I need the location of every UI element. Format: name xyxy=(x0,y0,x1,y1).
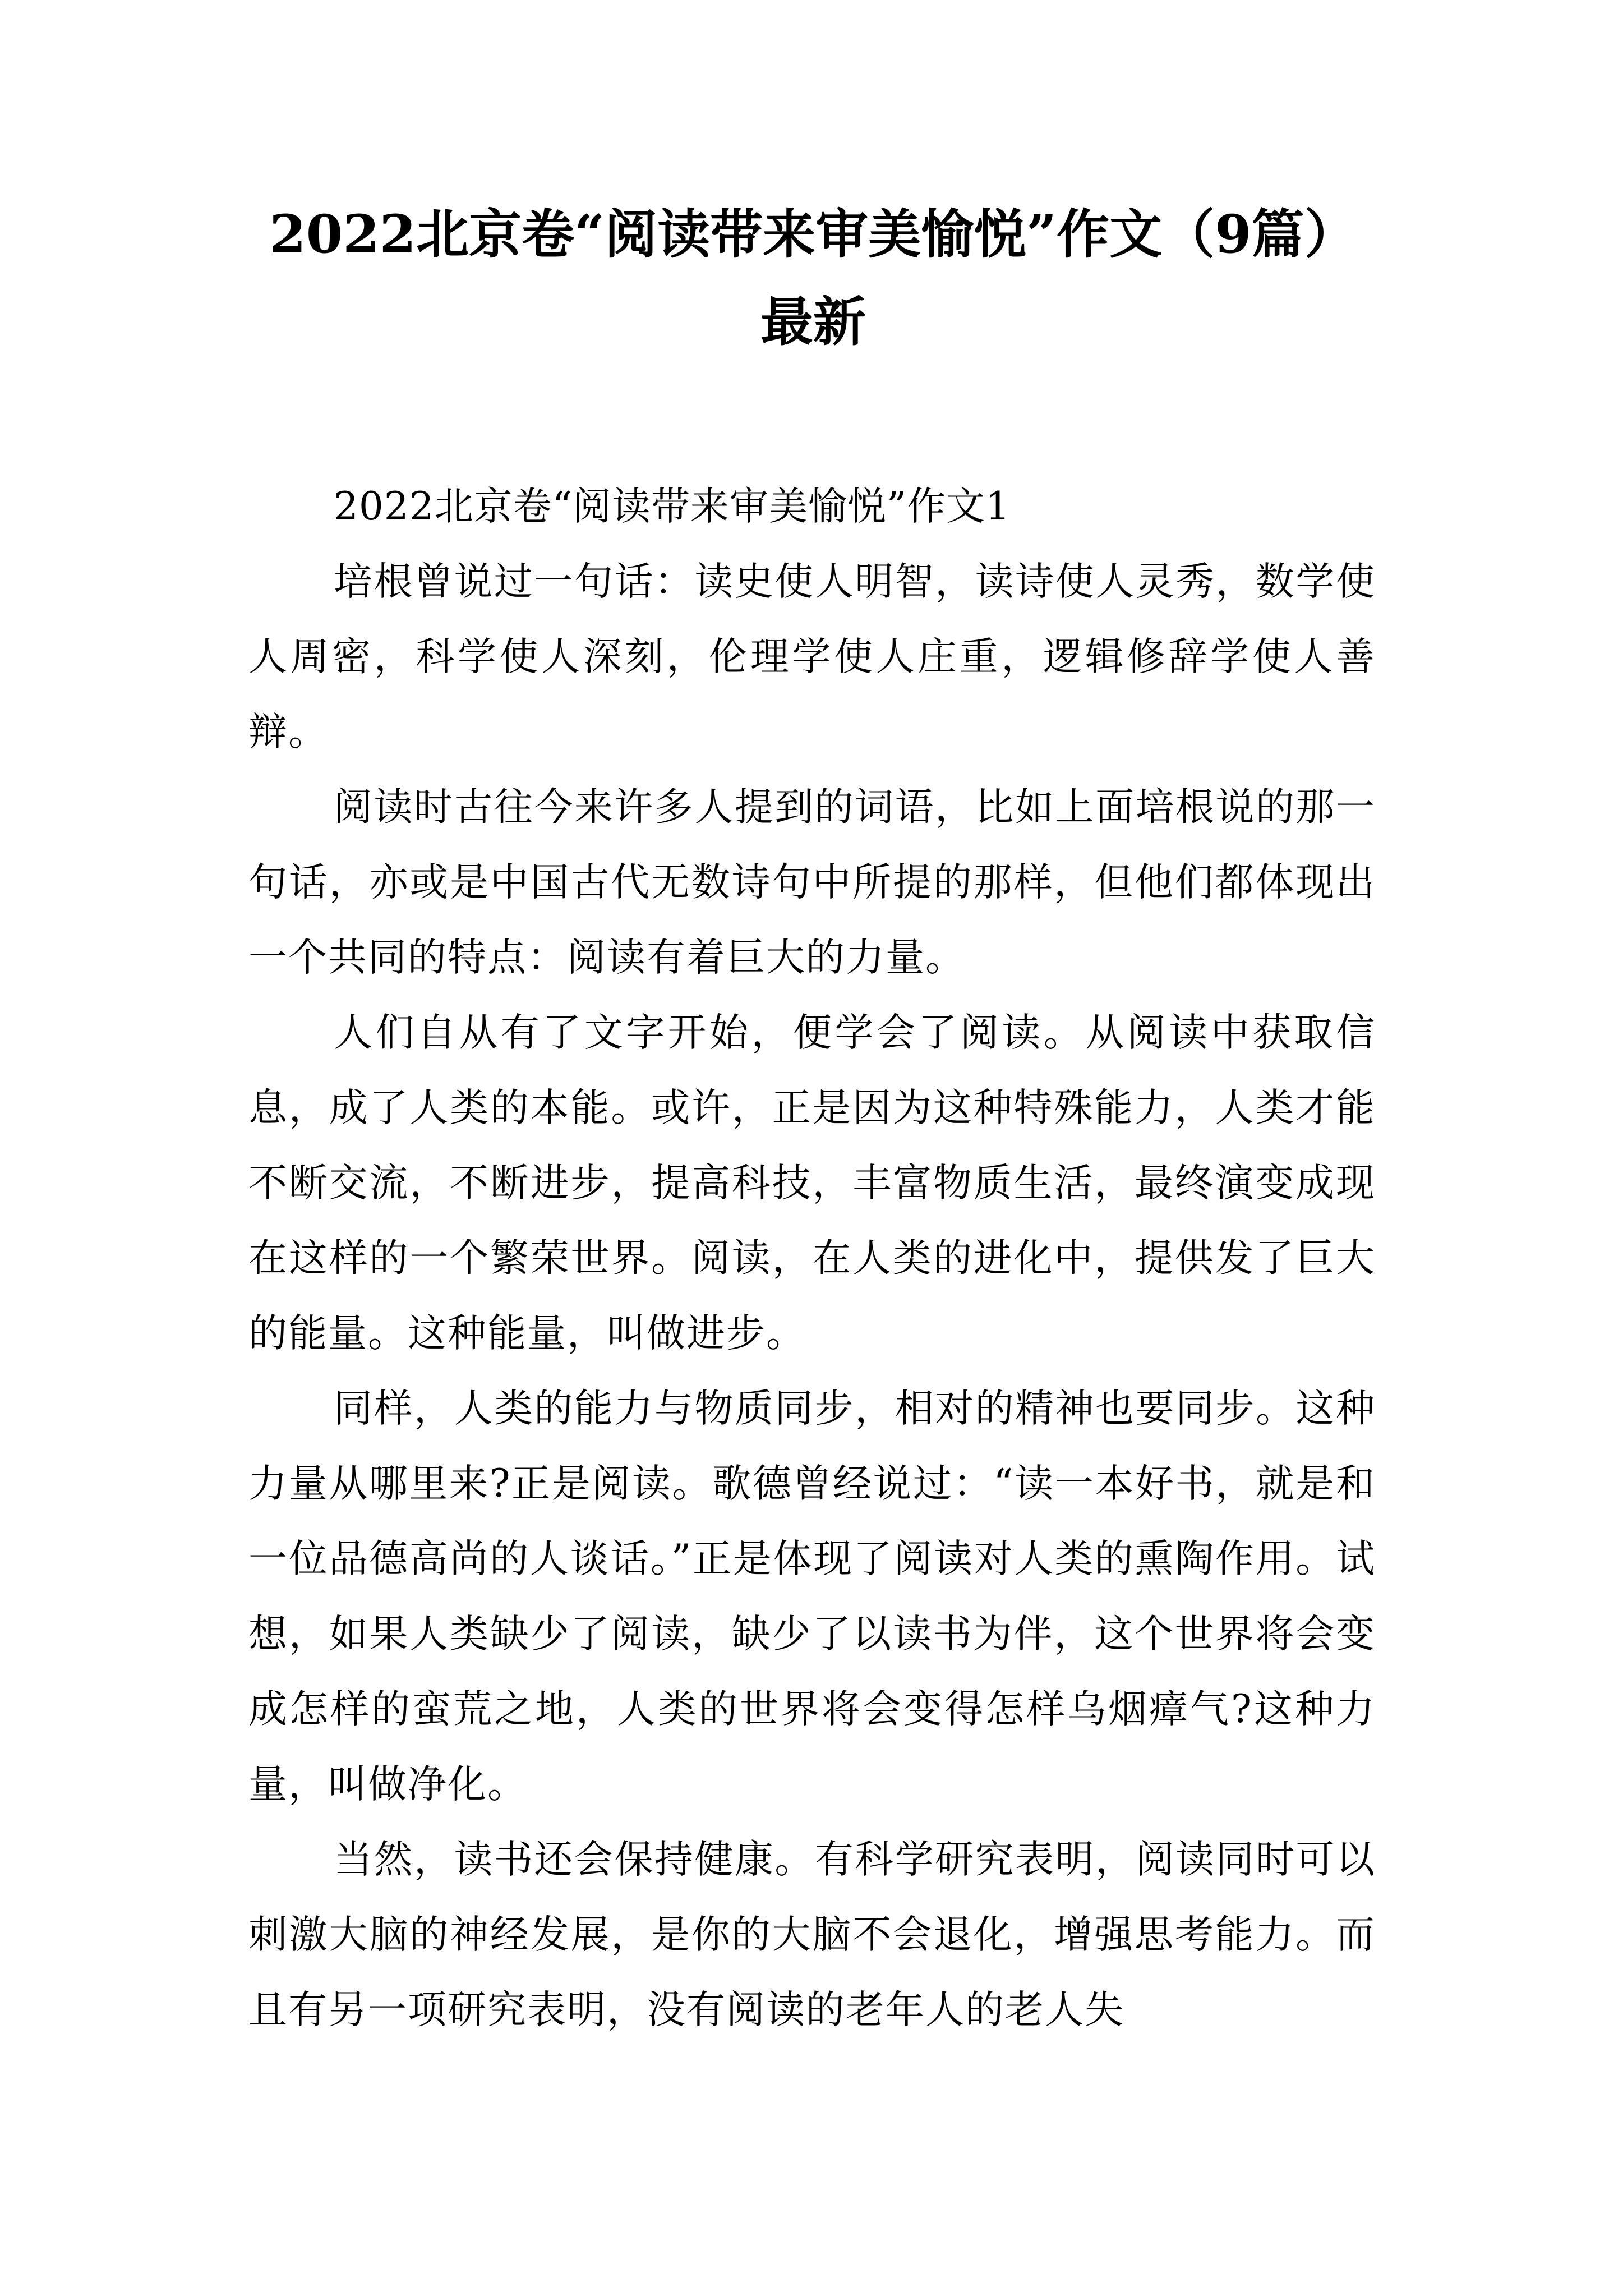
document-title: 2022北京卷“阅读带来审美愉悦”作文（9篇）最新 xyxy=(269,204,1357,353)
document-body xyxy=(248,469,1376,2047)
paragraph-3: 人们自从有了文字开始，便学会了阅读。从阅读中获取信息，成了人类的本能。或许，正是因为这种特殊能力，人类才能不断交流，不断进步，提高科技，丰富物质生活，最终演变成现在这样的一个繁荣世界。阅读，在人类的进化中，提供发了巨大的能量。这种能量，叫做进步。 xyxy=(248,1010,1376,1356)
paragraph-1: 培根曾说过一句话：读史使人明智，读诗使人灵秀，数学使人周密，科学使人深刻，伦理学使人庄重，逻辑修辞学使人善辩。 xyxy=(248,559,1376,754)
paragraph-5: 当然，读书还会保持健康。有科学研究表明，阅读同时可以刺激大脑的神经发展，是你的大脑不会退化，增强思考能力。而且有另一项研究表明，没有阅读的老年人的老人失 xyxy=(248,1837,1376,2032)
paragraph-2: 阅读时古往今来许多人提到的词语，比如上面培根说的那一句话，亦或是中国古代无数诗句中所提的那样，但他们都体现出一个共同的特点：阅读有着巨大的力量。 xyxy=(248,785,1376,980)
essay-subheading: 2022北京卷“阅读带来审美愉悦”作文1 xyxy=(334,484,1011,529)
paragraph-4: 同样，人类的能力与物质同步，相对的精神也要同步。这种力量从哪里来?正是阅读。歌德曾经说过：“读一本好书，就是和一位品德高尚的人谈话。”正是体现了阅读对人类的熏陶作用。试想，如果人类缺少了阅读，缺少了以读书为伴，这个世界将会变成怎样的蛮荒之地，人类的世界将会变得怎样乌烟瘴气?这种力量，叫做净化。 xyxy=(248,1386,1376,1807)
